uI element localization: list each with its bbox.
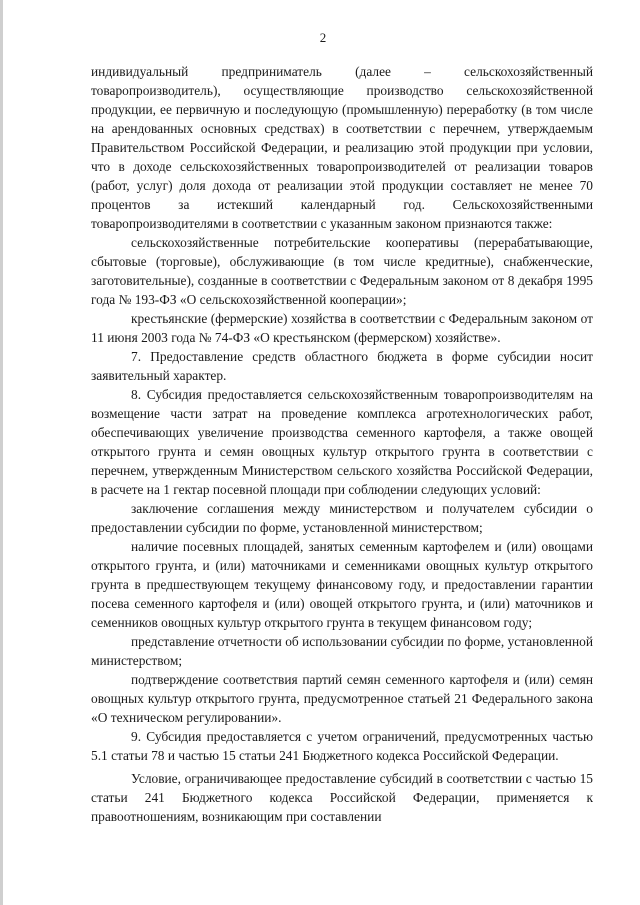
paragraph-9: подтверждение соответствия партий семян семенного картофеля и (или) семян овощных культур открытого грунта, предусмотренное статьей 21 Федерального закона «О техническом регулировании». [91, 672, 593, 725]
paragraph-6: заключение соглашения между министерством и получателем субсидии о предоставлении субсидии по форме, установленной министерством; [91, 501, 593, 535]
paragraph-10: 9. Субсидия предоставляется с учетом ограничений, предусмотренных частью 5.1 статьи 78 и частью 15 статьи 241 Бюджетного кодекса Российской Федерации. [91, 729, 593, 763]
page-number: 2 [319, 30, 327, 45]
paragraph-7: наличие посевных площадей, занятых семенным картофелем и (или) овощами открытого грунта, и (или) маточниками и семенниками овощных культур открытого грунта в предшествующем текущему финансовому году, и предоставлении гарантии посева семенного картофеля и (или) овощей открытого грунта, и (или) маточников и семенников овощных культур открытого грунта в текущем финансовом году; [91, 539, 593, 630]
paragraph-1: индивидуальный предприниматель (далее – сельскохозяйственный товаропроизводитель), осуществляющие производство сельскохозяйственной продукции, ее первичную и последующую (промышленную) переработку (в том числе на арендованных основных средствах) в соответствии с перечнем, утверждаемым Правительством Российской Федерации, и реализацию этой продукции при условии, что в доходе сельскохозяйственных товаропроизводителей от реализации товаров (работ, услуг) доля дохода от реализации этой продукции составляет не менее 70 процентов за истекший календарный год. Сельскохозяйственными товаропроизводителями в соответствии с указанным законом признаются также: [91, 64, 593, 231]
paragraph-5: 8. Субсидия предоставляется сельскохозяйственным товаропроизводителям на возмещение части затрат на проведение комплекса агротехнологических работ, обеспечивающих увеличение производства семенного картофеля, а также овощей открытого грунта и семян овощных культур открытого грунта в соответствии с перечнем, утвержденным Министерством сельского хозяйства Российской Федерации, в расчете на 1 гектар посевной площади при соблюдении следующих условий: [91, 387, 593, 497]
document-body [91, 62, 593, 826]
page-bottom-margin [3, 876, 640, 905]
paragraph-2: сельскохозяйственные потребительские кооперативы (перерабатывающие, сбытовые (торговые), обслуживающие (в том числе кредитные), снабженческие, заготовительные), созданные в соответствии с Федеральным законом от 8 декабря 1995 года № 193-ФЗ «О сельскохозяйственной кооперации»; [91, 235, 593, 307]
paragraph-4: 7. Предоставление средств областного бюджета в форме субсидии носит заявительный характер. [91, 349, 593, 383]
paragraph-11: Условие, ограничивающее предоставление субсидий в соответствии с частью 15 статьи 241 Бюджетного кодекса Российской Федерации, применяется к правоотношениям, возникающим при составлении [91, 771, 593, 824]
paragraph-8: представление отчетности об использовании субсидии по форме, установленной министерством; [91, 634, 593, 668]
paragraph-3: крестьянские (фермерские) хозяйства в соответствии с Федеральным законом от 11 июня 2003 года № 74-ФЗ «О крестьянском (фермерском) хозяйстве». [91, 311, 593, 345]
